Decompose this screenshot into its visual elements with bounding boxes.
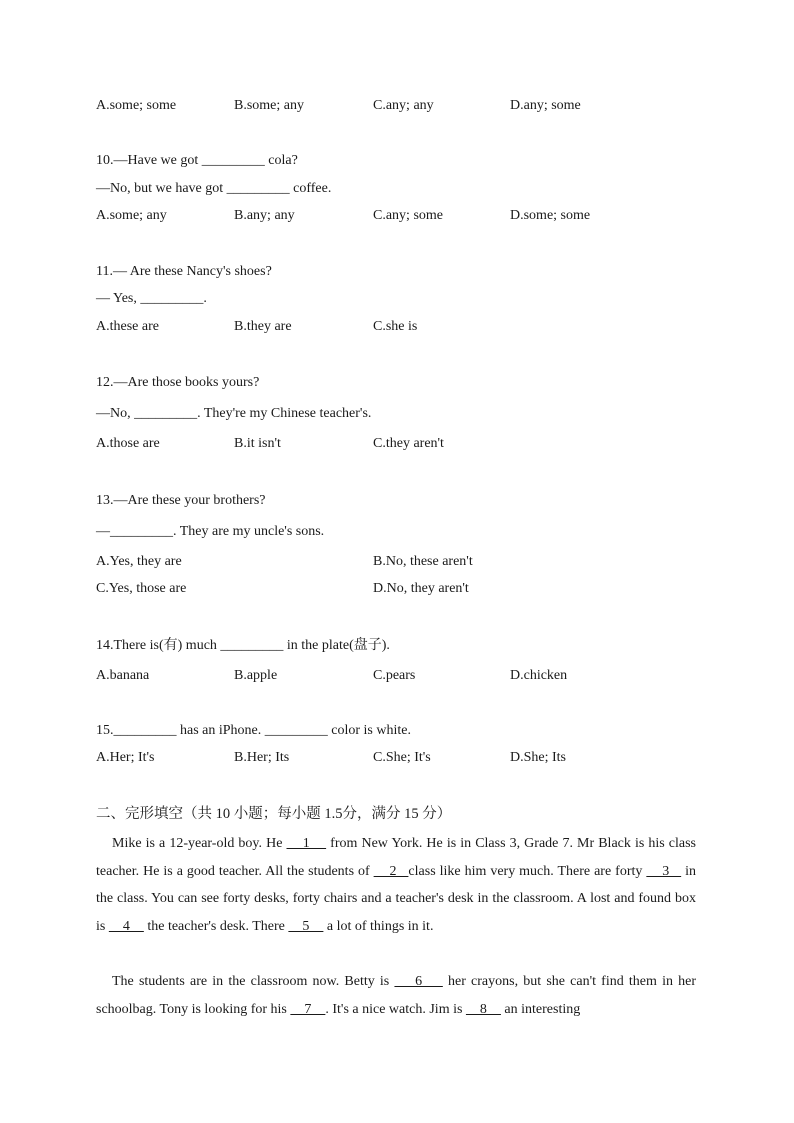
question-10-response: —No, but we have got _________ coffee.	[96, 181, 332, 196]
question-13-stem: 13.—Are these your brothers?	[96, 493, 266, 508]
option-b[interactable]: B.apple	[234, 668, 278, 683]
cloze-blank[interactable]: 4	[108, 918, 144, 934]
option-b[interactable]: B.Her; Its	[234, 750, 290, 765]
option-c[interactable]: C.they aren't	[373, 436, 444, 451]
cloze-paragraph-2	[96, 968, 696, 1023]
option-c[interactable]: C.pears	[373, 668, 416, 683]
cloze-blank[interactable]: 5	[288, 918, 324, 934]
question-11-response: — Yes, _________.	[96, 291, 207, 306]
question-15-stem: 15._________ has an iPhone. _________ color is white.	[96, 723, 411, 738]
paragraph-text: a lot of things in it.	[323, 918, 434, 934]
question-12-response: —No, _________. They're my Chinese teacher's.	[96, 406, 372, 421]
paragraph-text: her crayons, but she can't find them in her schoolbag. Tony is looking for his	[96, 974, 697, 1017]
option-a[interactable]: A.those are	[96, 436, 160, 451]
option-c[interactable]: C.any; any	[373, 98, 434, 113]
paragraph-text: an interesting	[500, 1001, 581, 1017]
question-12-stem: 12.—Are those books yours?	[96, 375, 260, 390]
cloze-blank[interactable]: 2	[373, 863, 409, 879]
question-14-stem: 14.There is(有) much _________ in the plate(盘子).	[96, 638, 390, 653]
paragraph-text: from New York. He is in Class 3, Grade 7. Mr Black is his class teacher. He is a good teacher. All the students of	[96, 836, 696, 879]
option-a[interactable]: A.banana	[96, 668, 150, 683]
cloze-paragraph-1	[96, 830, 696, 940]
option-a[interactable]: A.Her; It's	[96, 750, 155, 765]
question-10-stem: 10.—Have we got _________ cola?	[96, 153, 298, 168]
paragraph-text: Mike is a 12-year-old boy. He	[112, 836, 287, 851]
option-d[interactable]: D.She; Its	[510, 750, 566, 765]
option-b[interactable]: B.some; any	[234, 98, 304, 113]
option-b[interactable]: B.any; any	[234, 208, 295, 223]
option-d[interactable]: D.some; some	[510, 208, 591, 223]
question-13-response: —_________. They are my uncle's sons.	[96, 524, 325, 539]
cloze-blank[interactable]: 7	[290, 1001, 326, 1017]
option-d[interactable]: D.No, they aren't	[373, 581, 469, 596]
cloze-blank[interactable]: 1	[286, 836, 327, 851]
option-a[interactable]: A.some; any	[96, 208, 167, 223]
paragraph-text: . It's a nice watch. Jim is	[325, 1001, 466, 1017]
paragraph-text: the teacher's desk. There	[143, 918, 289, 934]
cloze-blank[interactable]: 6	[394, 974, 443, 989]
question-11-stem: 11.— Are these Nancy's shoes?	[96, 264, 272, 279]
paragraph-text: The students are in the classroom now. Betty is	[112, 974, 395, 989]
option-c[interactable]: C.she is	[373, 319, 418, 334]
paragraph-text: in the class. You can see forty desks, forty chairs and a teacher's desk in the classroom. A lost and found box is	[96, 863, 697, 934]
cloze-blank[interactable]: 3	[646, 863, 682, 879]
option-c[interactable]: C.She; It's	[373, 750, 431, 765]
option-c[interactable]: C.any; some	[373, 208, 443, 223]
option-c[interactable]: C.Yes, those are	[96, 581, 187, 596]
section-heading: 二、完形填空（共 10 小题；每小题 1.5分，满分 15 分）	[96, 806, 452, 822]
cloze-blank[interactable]: 8	[465, 1001, 501, 1017]
option-b[interactable]: B.No, these aren't	[373, 554, 473, 569]
option-d[interactable]: D.any; some	[510, 98, 581, 113]
option-a[interactable]: A.some; some	[96, 98, 177, 113]
paragraph-text: class like him very much. There are forty	[408, 863, 647, 879]
option-a[interactable]: A.Yes, they are	[96, 554, 182, 569]
option-b[interactable]: B.it isn't	[234, 436, 281, 451]
option-b[interactable]: B.they are	[234, 319, 292, 334]
option-d[interactable]: D.chicken	[510, 668, 568, 683]
option-a[interactable]: A.these are	[96, 319, 159, 334]
